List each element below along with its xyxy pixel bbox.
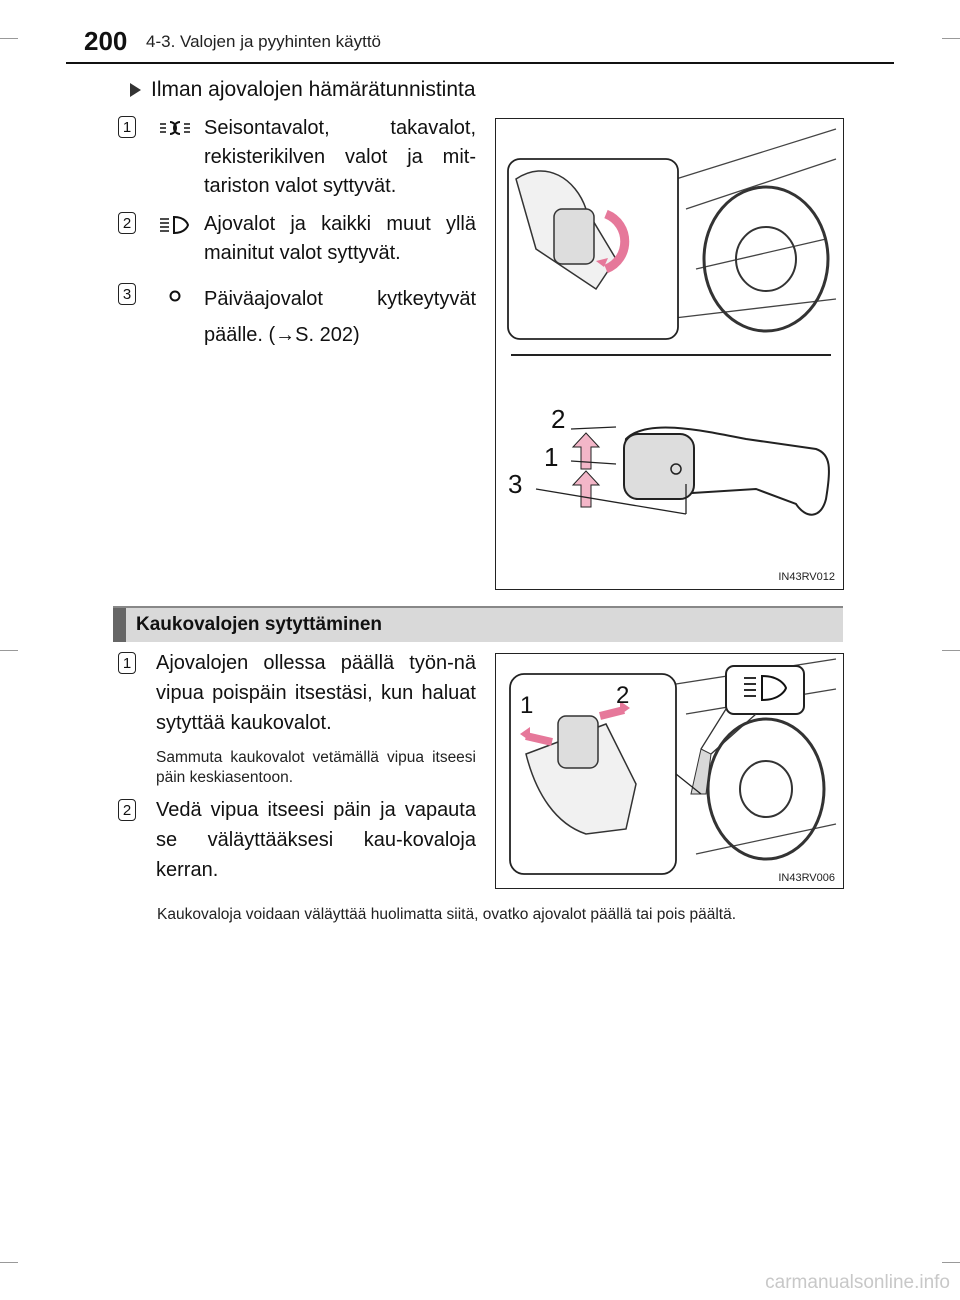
item-text: Päiväajovalot kytkeytyvät päälle. (→S. 202) xyxy=(204,288,476,346)
crop-mark xyxy=(0,38,18,39)
high-beam-illustration xyxy=(496,654,843,888)
triangle-bullet-icon xyxy=(130,83,141,97)
figure-code: IN43RV012 xyxy=(778,571,835,583)
page-number: 200 xyxy=(84,26,128,56)
watermark: carmanualsonline.info xyxy=(765,1272,950,1293)
item-text: Ajovalot ja kaikki muut yllä mainitut valot syttyvät. xyxy=(204,213,476,264)
subheading xyxy=(130,78,476,102)
callout-1: 1 xyxy=(520,692,534,719)
subheading-text: Ilman ajovalojen hämärätunnistinta xyxy=(151,78,476,101)
chapter-title: 4-3. Valojen ja pyyhinten käyttö xyxy=(146,32,381,51)
header-rule xyxy=(66,62,894,64)
crop-mark xyxy=(0,650,18,651)
item-number: 2 xyxy=(118,212,136,234)
item-note: Sammuta kaukovalot vetämällä vipua itseesi päin keskiasentoon. xyxy=(156,749,476,786)
section-marker xyxy=(113,608,126,642)
item-number: 2 xyxy=(118,799,136,821)
figure-high-beam xyxy=(495,653,844,889)
crop-mark xyxy=(0,1262,18,1263)
item-number: 1 xyxy=(118,116,136,138)
crop-mark xyxy=(942,38,960,39)
callout-2: 2 xyxy=(616,682,630,709)
item-number: 3 xyxy=(118,283,136,305)
parking-lights-icon xyxy=(158,118,192,138)
item-text: Vedä vipua itseesi päin ja vapauta se väläyttääksesi kau-kovaloja kerran. xyxy=(156,799,476,881)
section-header xyxy=(113,606,843,642)
callout-2: 2 xyxy=(551,404,566,434)
item-number: 1 xyxy=(118,652,136,674)
callout-3: 3 xyxy=(508,469,523,499)
headlight-icon xyxy=(158,214,190,236)
switch-illustration xyxy=(496,119,843,589)
footnote: Kaukovaloja voidaan väläyttää huolimatta siitä, ovatko ajovalot päällä tai pois päältä. xyxy=(157,906,737,923)
item-text: Seisontavalot, takavalot, rekisterikilven valot ja mit-tariston valot syttyvät. xyxy=(204,117,476,197)
figure-headlight-switch xyxy=(495,118,844,590)
callout-1: 1 xyxy=(544,442,559,472)
crop-mark xyxy=(942,650,960,651)
drl-icon xyxy=(168,289,182,303)
figure-code: IN43RV006 xyxy=(778,872,835,884)
item-text: Ajovalojen ollessa päällä työn-nä vipua poispäin itsestäsi, kun haluat sytyttää kaukovalot. xyxy=(156,652,476,734)
section-title: Kaukovalojen sytyttäminen xyxy=(136,614,383,635)
crop-mark xyxy=(942,1262,960,1263)
